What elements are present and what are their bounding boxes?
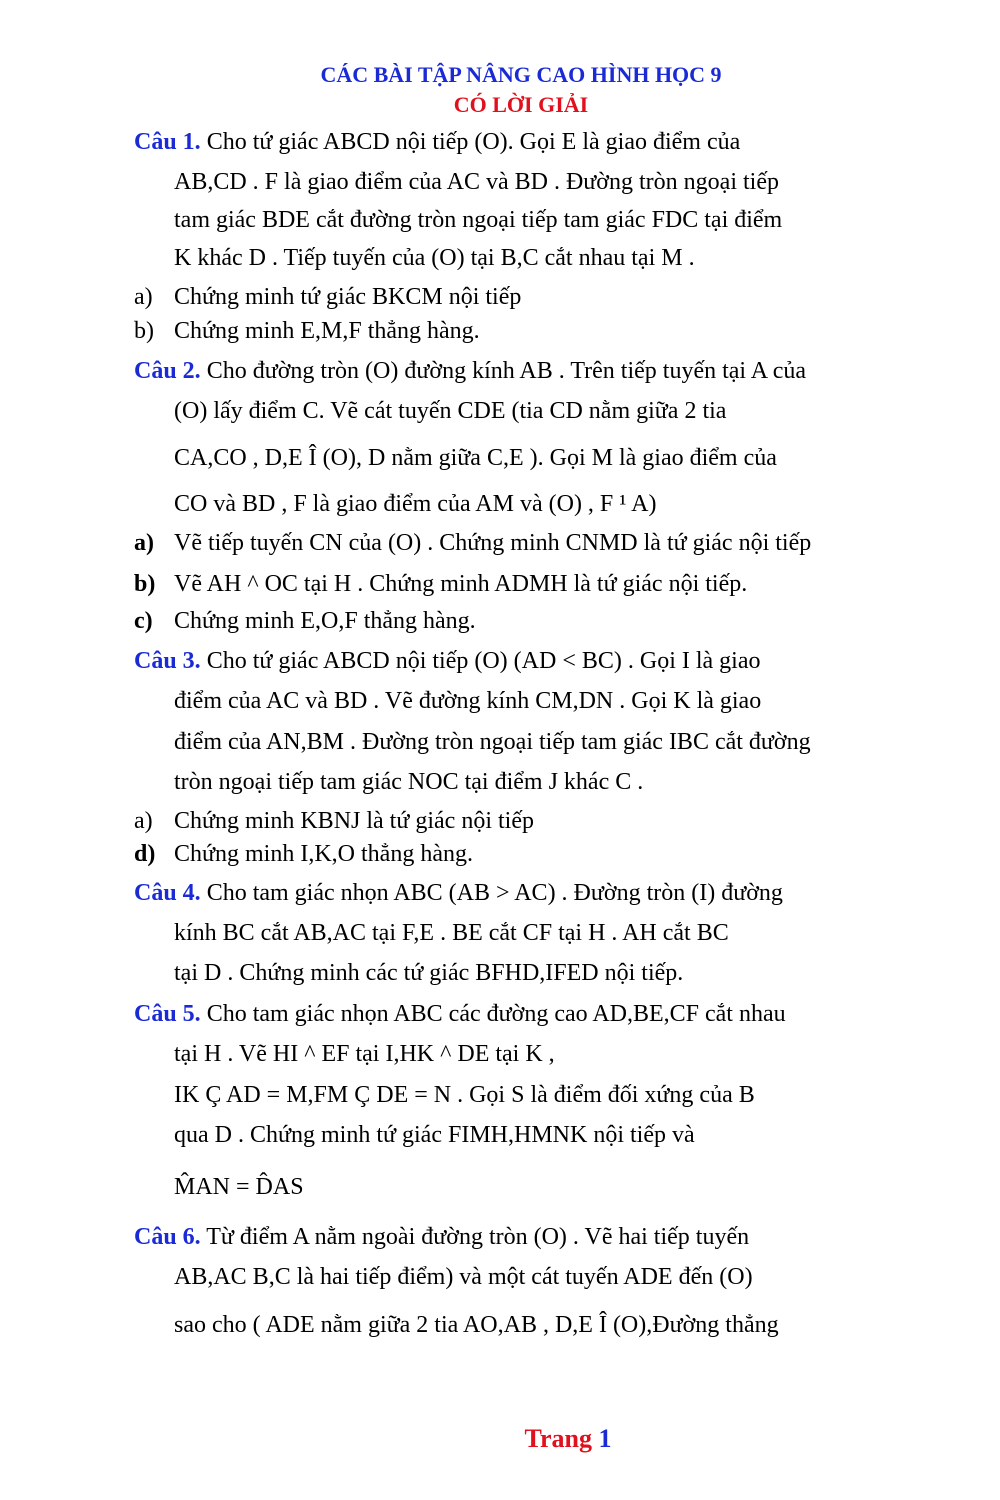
question-number: Câu 4. xyxy=(134,880,201,906)
line-text: tại D . Chứng minh các tứ giác BFHD,IFED nội tiếp. xyxy=(174,960,684,986)
line-text: qua D . Chứng minh tứ giác FIMH,HMNK nội tiếp và xyxy=(174,1122,695,1148)
line-text: điểm của AC và BD . Vẽ đường kính CM,DN . Gọi K là giao xyxy=(174,688,762,714)
line-text: tròn ngoại tiếp tam giác NOC tại điểm J khác C . xyxy=(174,769,644,795)
line-text: AB,AC B,C là hai tiếp điểm) và một cát tuyến ADE đến (O) xyxy=(174,1264,753,1290)
sub-question-line xyxy=(134,839,473,869)
page-footer xyxy=(0,1424,1000,1454)
sub-question-label: d) xyxy=(134,841,156,867)
continuation-line xyxy=(174,1262,753,1292)
sub-question-line xyxy=(134,606,476,636)
line-text: kính BC cắt AB,AC tại F,E . BE cắt CF tại H . AH cắt BC xyxy=(174,920,729,946)
line-text: Chứng minh E,O,F thẳng hàng. xyxy=(174,608,476,634)
sub-question-label: b) xyxy=(134,571,156,597)
continuation-line xyxy=(174,727,811,757)
sub-question-line xyxy=(134,528,811,558)
line-text: M̂AN = D̂AS xyxy=(174,1174,304,1200)
line-text: Cho tam giác nhọn ABC các đường cao AD,BE,CF cắt nhau xyxy=(206,1001,786,1027)
line-text: Chứng minh E,M,F thẳng hàng. xyxy=(174,318,480,344)
line-text: Vẽ AH ^ OC tại H . Chứng minh ADMH là tứ giác nội tiếp. xyxy=(174,571,748,597)
line-text: Chứng minh I,K,O thẳng hàng. xyxy=(174,841,473,867)
continuation-line xyxy=(174,767,643,797)
continuation-line xyxy=(174,1120,695,1150)
sub-question-label: b) xyxy=(134,318,154,344)
question-line xyxy=(134,1222,749,1252)
question-line xyxy=(134,878,783,908)
continuation-line xyxy=(174,918,729,948)
line-text: AB,CD . F là giao điểm của AC và BD . Đường tròn ngoại tiếp xyxy=(174,169,779,195)
continuation-line xyxy=(174,443,777,473)
continuation-line xyxy=(174,958,683,988)
continuation-line xyxy=(174,1310,779,1340)
line-text: tại H . Vẽ HI ^ EF tại I,HK ^ DE tại K , xyxy=(174,1041,555,1067)
question-line xyxy=(134,999,786,1029)
sub-question-line xyxy=(134,806,534,836)
question-line xyxy=(134,356,806,386)
line-text: (O) lấy điểm C. Vẽ cát tuyến CDE (tia CD nằm giữa 2 tia xyxy=(174,398,727,424)
sub-question-label: a) xyxy=(134,284,153,310)
line-text: Vẽ tiếp tuyến CN của (O) . Chứng minh CNMD là tứ giác nội tiếp xyxy=(174,530,812,556)
page-title: CÁC BÀI TẬP NÂNG CAO HÌNH HỌC 9 xyxy=(320,62,722,87)
line-text: Cho tam giác nhọn ABC (AB > AC) . Đường tròn (I) đường xyxy=(206,880,783,906)
line-text: Từ điểm A nằm ngoài đường tròn (O) . Vẽ hai tiếp tuyến xyxy=(206,1224,750,1250)
continuation-line xyxy=(174,1172,304,1202)
line-text: IK Ç AD = M,FM Ç DE = N . Gọi S là điểm đối xứng của B xyxy=(174,1082,755,1108)
question-number: Câu 2. xyxy=(134,358,201,384)
continuation-line xyxy=(174,396,726,426)
line-text: Chứng minh KBNJ là tứ giác nội tiếp xyxy=(174,808,534,834)
question-number: Câu 5. xyxy=(134,1001,201,1027)
line-text: tam giác BDE cắt đường tròn ngoại tiếp tam giác FDC tại điểm xyxy=(174,207,783,233)
line-text: điểm của AN,BM . Đường tròn ngoại tiếp tam giác IBC cắt đường xyxy=(174,729,811,755)
question-number: Câu 6. xyxy=(134,1224,201,1250)
sub-question-line xyxy=(134,569,747,599)
line-text: sao cho ( ADE nằm giữa 2 tia AO,AB , D,E Î (O),Đường thẳng xyxy=(174,1312,779,1338)
line-text: Cho tứ giác ABCD nội tiếp (O). Gọi E là giao điểm của xyxy=(206,129,741,155)
line-text: Chứng minh tứ giác BKCM nội tiếp xyxy=(174,284,522,310)
line-text: Cho đường tròn (O) đường kính AB . Trên tiếp tuyến tại A của xyxy=(206,358,807,384)
sub-question-label: c) xyxy=(134,608,153,634)
line-text: K khác D . Tiếp tuyến của (O) tại B,C cắt nhau tại M . xyxy=(174,245,695,271)
continuation-line xyxy=(174,167,779,197)
question-number: Câu 3. xyxy=(134,648,201,674)
question-line xyxy=(134,646,761,676)
continuation-line xyxy=(174,243,695,273)
page-number: 1 xyxy=(598,1424,612,1453)
line-text: CA,CO , D,E Î (O), D nằm giữa C,E ). Gọi M là giao điểm của xyxy=(174,445,777,471)
sub-question-line xyxy=(134,282,521,312)
continuation-line xyxy=(174,1039,555,1069)
continuation-line xyxy=(174,489,656,519)
question-line xyxy=(134,127,740,157)
continuation-line xyxy=(174,686,761,716)
page-subtitle: CÓ LỜI GIẢI xyxy=(453,92,589,117)
footer-label: Trang xyxy=(524,1424,592,1453)
continuation-line xyxy=(174,205,782,235)
sub-question-label: a) xyxy=(134,530,154,556)
sub-question-label: a) xyxy=(134,808,153,834)
question-number: Câu 1. xyxy=(134,129,201,155)
sub-question-line xyxy=(134,316,480,346)
continuation-line xyxy=(174,1080,755,1110)
line-text: CO và BD , F là giao điểm của AM và (O) , F ¹ A) xyxy=(174,491,657,517)
line-text: Cho tứ giác ABCD nội tiếp (O) (AD < BC) . Gọi I là giao xyxy=(206,648,761,674)
